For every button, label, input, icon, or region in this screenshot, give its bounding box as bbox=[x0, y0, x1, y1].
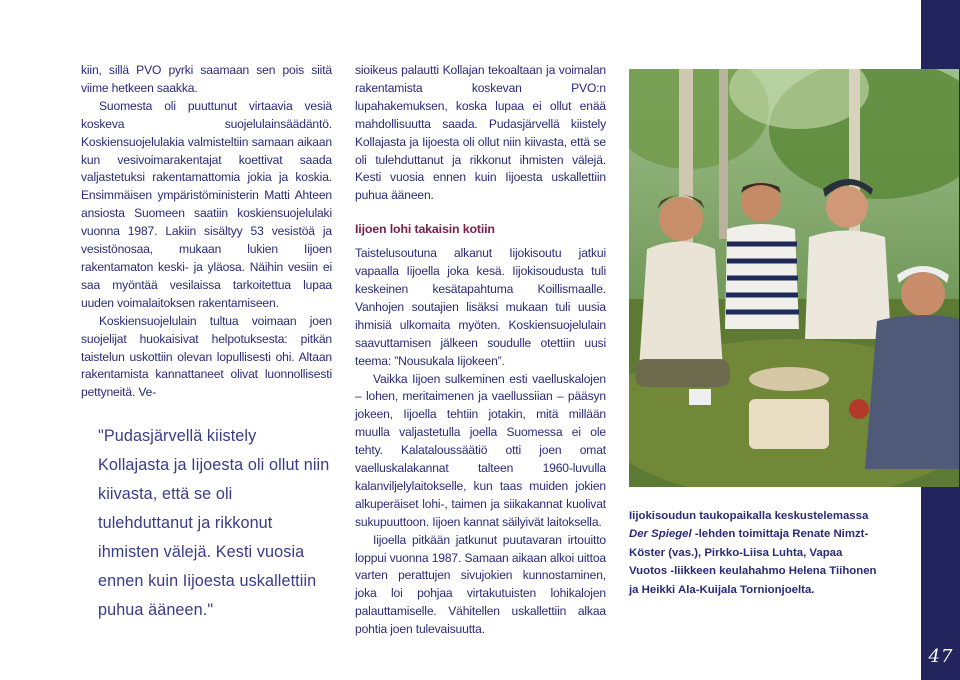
paragraph: Iijoella pitkään jatkunut puutavaran irtouitto loppui vuonna 1987. Samaan aikaan alkoi uittoa varten perattujen sivujokien kunnostaminen, joka loi pohjaa virtakutuisten lohikalojen palauttamiselle. Vähitellen uskallettiin alkaa pohtia joen tulevaisuutta. bbox=[355, 532, 606, 637]
page-number: 47 bbox=[928, 646, 954, 667]
middle-text-column bbox=[355, 62, 606, 639]
paragraph: kiin, sillä PVO pyrki saamaan sen pois siitä viime hetkeen saakka. bbox=[81, 63, 332, 95]
photo-illustration bbox=[629, 69, 959, 487]
caption-publication: Der Spiegel bbox=[629, 528, 692, 541]
paragraph: Suomesta oli puuttunut virtaavia vesiä koskeva suojelulainsäädäntö. Koskiensuojelulakia valmisteltiin samaan aikaan kun vesivoimarakentajat koettivat saada valjastetuksi rakentamattomia jokia ja koskia. Ensimmäisen ympäristöministerin Matti Ahteen ansiosta Suomeen saatiin koskiensuojelulaki vuonna 1987. Lakiin sisältyy 53 vesistöä ja vesistönosaa, mukaan lukien Iijoen rakentamaton keski- ja yläosa. Näihin vesiin ei saa myöntää vesilaissa tarkoitettua lupaa uuden voimalaitoksen rakentamiseen. bbox=[81, 98, 332, 310]
paragraph: sioikeus palautti Kollajan tekoaltaan ja voimalan rakentamista koskevan PVO:n lupahakemuksen, koska lupaa ei ollut enää mahdollisuutta saada. Pudasjärvellä kiistely Kollajasta ja Iijoesta oli ollut niin kiivasta, että se oli tulehduttanut ja rikkonut ihmisten välejä. Kesti vuosia ennen kuin Iijoesta uskallettiin puhua ääneen. bbox=[355, 63, 606, 203]
paragraph: Vaikka Iijoen sulkeminen esti vaelluskalojen – lohen, meritaimenen ja vaellussiian – pääsyn jokeen, Iijoella tehtiin jotakin, mitä millään muulla valjastetulla joella Suomessa ei ole tehty. Kalataloussäätiö otti joen omat vaelluskalakannat talteen 1960-luvulla kalanviljelylaitokselle, kun taas muiden jokien alkuperäiset lohi-, taimen ja siikakannat kuolivat sukupuuttoon. Iijoen kannat säilyivät laitoksella. bbox=[355, 371, 606, 529]
section-subheading: Iijoen lohi takaisin kotiin bbox=[355, 222, 495, 237]
photo-caption bbox=[629, 507, 879, 599]
paragraph: Taistelusoutuna alkanut Iijokisoutu jatkui vapaalla Iijoella joka kesä. Iijokisoudusta tuli keskeinen kesätapahtuma Koillismaalle. Vanhojen soutajien lisäksi mukaan tuli uusia ihmisiä ulkomaita myöten. Koskiensuojelulain saavuttamisen jälkeen soudulle otettiin uusi teema: ”Nousukala Iijokeen”. bbox=[355, 246, 606, 368]
caption-text: -lehden toimittaja Renate Nimzt-Köster (vas.), Pirkko-Liisa Luhta, Vapaa Vuotos -liikkeen keulahahmo Helena Tiihonen ja Heikki Ala-Kuijala Tornionjoelta. bbox=[629, 528, 877, 596]
caption-text: Iijokisoudun taukopaikalla keskustelemassa bbox=[629, 510, 869, 522]
pull-quote: "Pudasjärvellä kiistely Kollajasta ja Iijoesta oli ollut niin kiivasta, että se oli tulehduttanut ja rikkonut ihmisten välejä. Kesti vuosia ennen kuin Iijoesta uskallettiin puhua ääneen." bbox=[98, 427, 330, 619]
group-photo bbox=[629, 69, 959, 487]
left-text-column bbox=[81, 62, 332, 402]
paragraph: Koskiensuojelulain tultua voimaan joen suojelijat huokaisivat helpotuksesta: pitkän taistelun uskottiin olevan lopullisesti ohi. Altaan rakentamista kannattaneet olivat luonnollisesti pettyneitä. Ve- bbox=[81, 313, 332, 400]
